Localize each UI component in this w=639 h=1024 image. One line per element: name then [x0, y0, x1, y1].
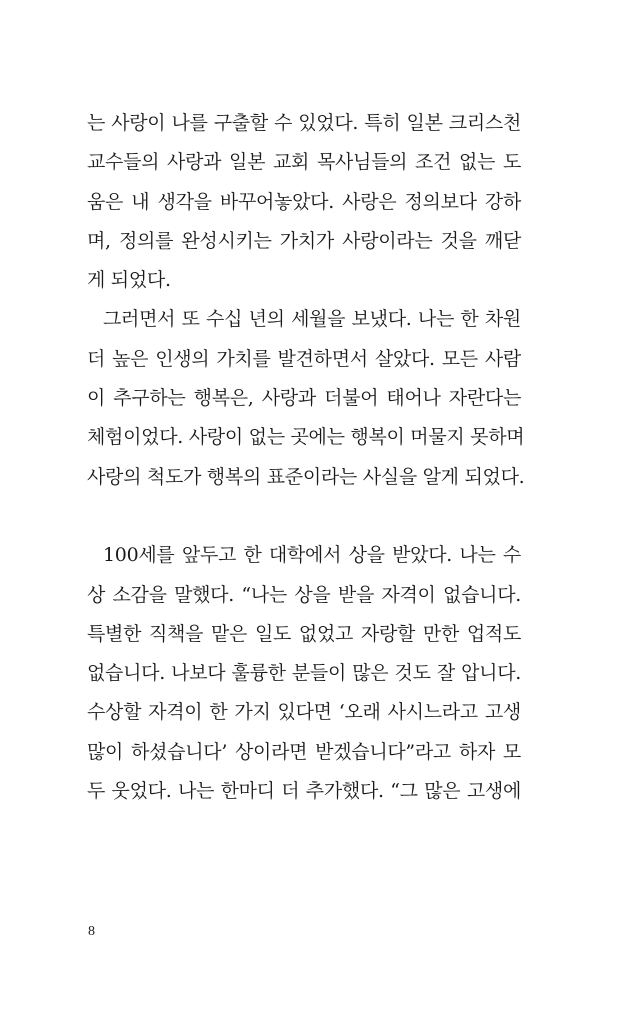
paragraph-1: [87, 104, 521, 300]
text-line: 상 소감을 말했다. “나는 상을 받을 자격이 없습니다.: [87, 583, 521, 606]
section-break: [87, 497, 521, 536]
text-line: 그러면서 또 수십 년의 세월을 보냈다. 나는 한 차원: [103, 308, 521, 331]
text-line: 교수들의 사랑과 일본 교회 목사님들의 조건 없는 도: [87, 151, 521, 174]
text-line: 게 되었다.: [87, 269, 171, 292]
text-line: 움은 내 생각을 바꾸어놓았다. 사랑은 정의보다 강하: [87, 190, 521, 213]
page-body: [87, 104, 525, 811]
text-line: 체험이었다. 사랑이 없는 곳에는 행복이 머물지 못하며: [87, 426, 525, 449]
text-line: 사랑의 척도가 행복의 표준이라는 사실을 알게 되었다.: [87, 465, 525, 488]
text-line: 는 사랑이 나를 구출할 수 있었다. 특히 일본 크리스천: [87, 112, 521, 134]
paragraph-2: [87, 300, 525, 496]
text-line: 더 높은 인생의 가치를 발견하면서 살았다. 모든 사람: [87, 347, 521, 370]
text-line: 수상할 자격이 한 가지 있다면 ‘오래 사시느라고 고생: [87, 701, 521, 724]
text-line: 며, 정의를 완성시키는 가치가 사랑이라는 것을 깨닫: [87, 229, 521, 252]
text-line: 많이 하셨습니다’ 상이라면 받겠습니다”라고 하자 모: [87, 740, 521, 763]
text-line: 특별한 직책을 맡은 일도 없었고 자랑할 만한 업적도: [87, 622, 521, 645]
text-line: 이 추구하는 행복은, 사랑과 더불어 태어나 자란다는: [87, 387, 521, 410]
text-line: 100세를 앞두고 한 대학에서 상을 받았다. 나는 수: [103, 544, 521, 567]
text-line: 두 웃었다. 나는 한마디 더 추가했다. “그 많은 고생에: [87, 780, 521, 803]
page-number: 8: [88, 924, 95, 939]
paragraph-3: [87, 536, 521, 811]
text-line: 없습니다. 나보다 훌륭한 분들이 많은 것도 잘 압니다.: [87, 662, 521, 685]
